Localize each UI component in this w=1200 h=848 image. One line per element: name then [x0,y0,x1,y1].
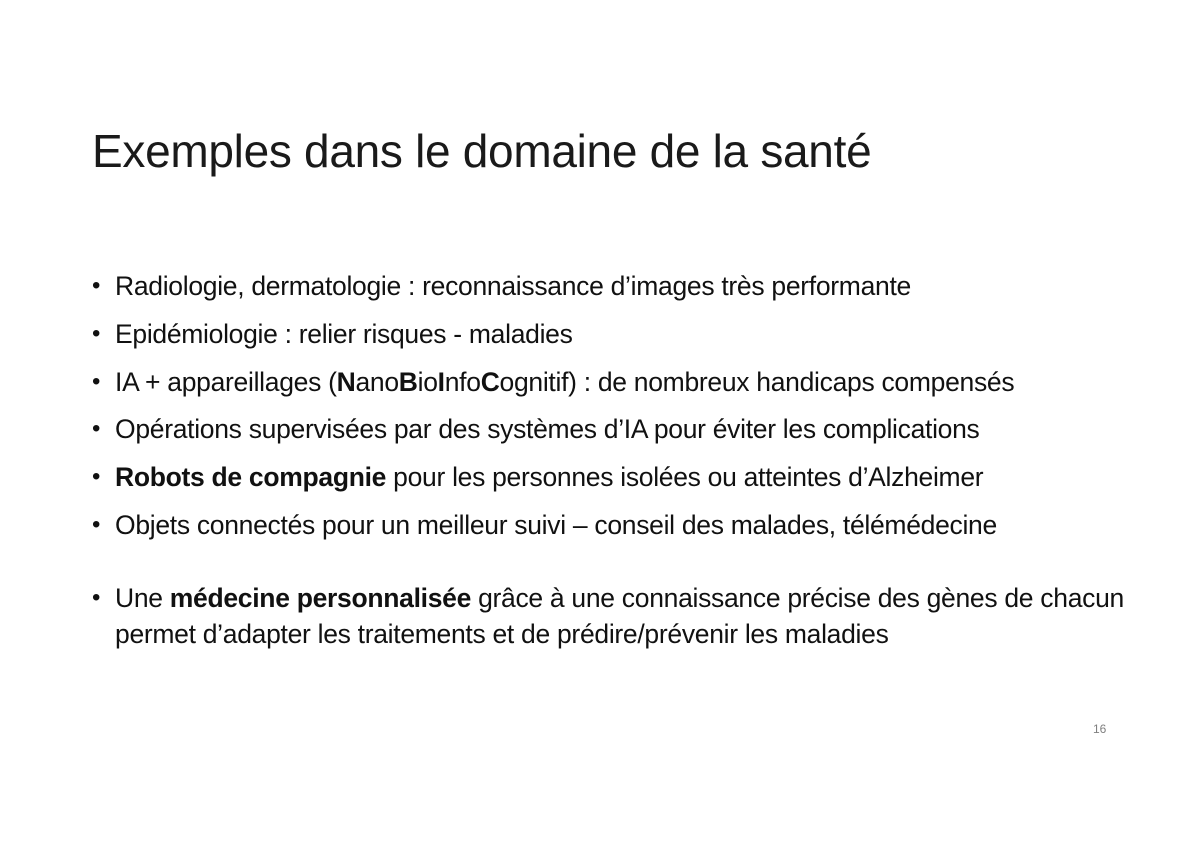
bullet-item-radiologie [92,268,1172,316]
bullet-point-icon: • [92,272,101,299]
bullet-point-icon: • [92,463,101,491]
bullet-text: pour les personnes isolées ou atteintes d’Alzheimer [386,462,984,493]
bullet-item-operations [92,411,1172,459]
bullet-item-epidemiologie [92,316,1172,364]
bullet-text: Opérations supervisées par des systèmes d’IA pour éviter les complications [115,414,980,445]
slide-title: Exemples dans le domaine de la santé [92,125,872,177]
bullet-point-icon: • [92,319,101,347]
bullet-point-icon: • [92,510,101,538]
bullet-text: Une [115,582,170,613]
bullet-text: Objets connectés pour un meilleur suivi – conseil des malades, télémédecine [115,509,997,540]
bullet-text: nfo [444,366,481,397]
acronym-letter-b: B [398,366,418,397]
acronym-letter-i: I [437,366,445,397]
bullet-text: grâce à une connaissance précise des gènes de chacun permet d’adapter les traitements et de prédire/prévenir les maladies [115,582,1124,649]
bullet-item-appareillages [92,364,1172,412]
bullet-text: io [417,366,438,397]
bullet-point-icon: • [92,367,101,395]
acronym-letter-n: N [336,366,356,397]
bullet-item-robots [92,459,1172,507]
bullet-item-medecine-personnalisee [92,580,1172,652]
page-number: 16 [1093,722,1107,736]
bullet-emphasis: médecine personnalisée [169,582,472,613]
bullet-item-objets-connectes [92,507,1172,555]
bullet-text: ano [355,366,399,397]
bullet-point-icon: • [92,583,101,611]
bullet-text: ognitif) : de nombreux handicaps compensés [499,366,1015,397]
bullet-text: IA + appareillages ( [115,366,337,397]
bullet-text: Epidémiologie : relier risques - maladies [115,318,573,349]
bullet-point-icon: • [92,415,101,443]
bullet-emphasis: Robots de compagnie [115,462,387,493]
bullet-list [92,268,1172,652]
bullet-text: Radiologie, dermatologie : reconnaissance d’images très performante [115,271,911,301]
acronym-letter-c: C [480,366,500,397]
